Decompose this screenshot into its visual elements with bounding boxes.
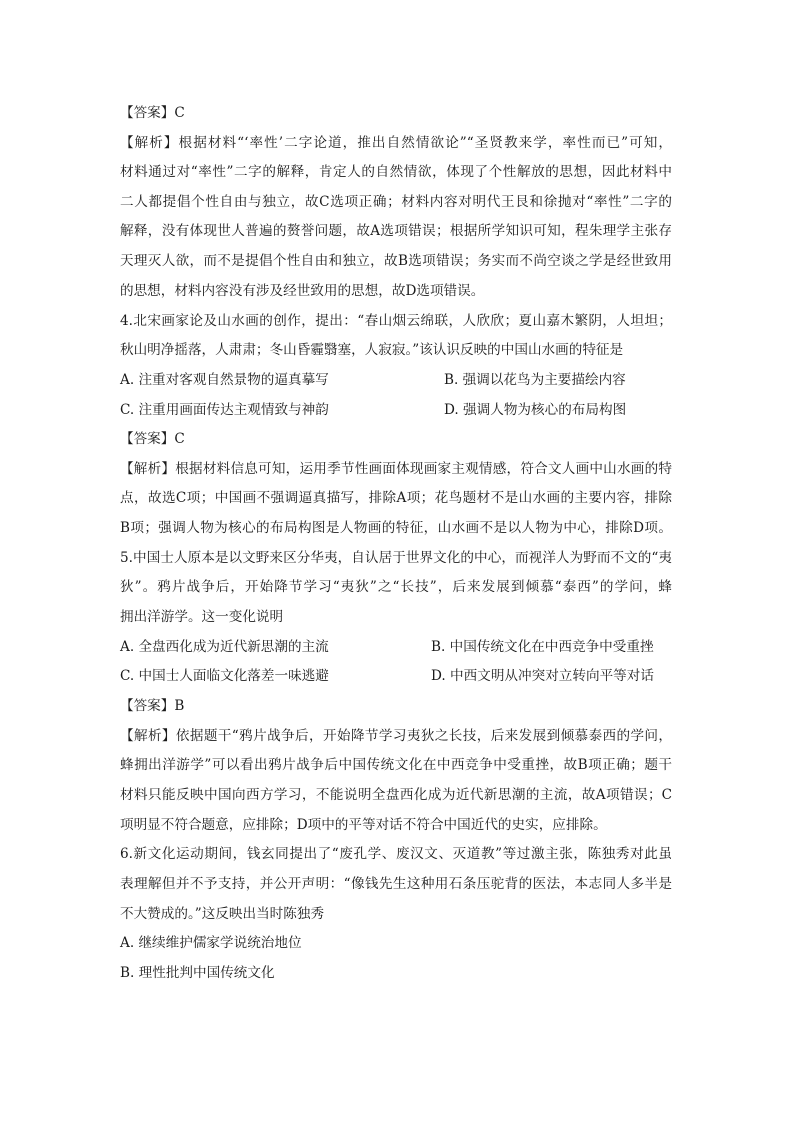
- q3-analysis-line: 二人都提倡个性自由与独立，故C选项正确；材料内容对明代王艮和徐抛对“率性”二字的: [120, 194, 672, 210]
- q6-stem-line: 不大赞成的。”这反映出当时陈独秀: [120, 906, 325, 922]
- q4-option-b: B. 强调以花鸟为主要描绘内容: [444, 372, 626, 388]
- q5-analysis-line: 材料只能反映中国向西方学习，不能说明全盘西化成为近代新思潮的主流，故A项错误；C: [120, 787, 672, 803]
- q6-stem-line: 表理解但并不予支持，并公开声明：“像钱先生这种用石条压驼背的医法，本志同人多半是: [120, 876, 672, 892]
- q5-stem-line: 5.中国士人原本是以文野来区分华夷，自认居于世界文化的中心，而视洋人为野而不文的“夷: [120, 550, 672, 566]
- q6-option-a: A. 继续维护儒家学说统治地位: [120, 935, 302, 951]
- q5-option-b: B. 中国传统文化在中西竞争中受重挫: [431, 639, 654, 655]
- q3-answer: 【答案】C: [120, 105, 185, 121]
- q4-analysis-line: B项；强调人物为核心的布局构图是人物画的特征，山水画不是以人物为中心，排除D项。: [120, 520, 672, 536]
- q6-option-b: B. 理性批判中国传统文化: [120, 965, 275, 981]
- q4-stem-line: 秋山明净摇落，人肃肃；冬山昏霾翳塞，人寂寂。”该认识反映的中国山水画的特征是: [120, 342, 624, 358]
- q4-option-d: D. 强调人物为核心的布局构图: [444, 402, 627, 418]
- q6-stem-line: 6.新文化运动期间，钱玄同提出了“废孔学、废汉文、灭道教”等过激主张，陈独秀对此虽: [120, 846, 672, 862]
- q4-analysis-line: 【解析】根据材料信息可知，运用季节性画面体现画家主观情感，符合文人画中山水画的特: [120, 461, 672, 477]
- q5-analysis-line: 蜂拥出洋游学”可以看出鸦片战争后中国传统文化在中西竞争中受重挫，故B项正确；题干: [120, 757, 672, 773]
- q5-option-c: C. 中国士人面临文化落差一味逃避: [120, 668, 329, 684]
- q5-stem-line: 狄”。鸦片战争后，开始降节学习“夷狄”之“长技”，后来发展到倾慕“泰西”的学问，蜂: [120, 579, 672, 595]
- q3-analysis-line: 解释，没有体现世人普遍的赘誉问题，故A选项错误；根据所学知识可知，程朱理学主张存: [120, 223, 672, 239]
- q4-option-a: A. 注重对客观自然景物的逼真摹写: [120, 372, 329, 388]
- q5-option-a: A. 全盘西化成为近代新思潮的主流: [120, 639, 329, 655]
- q4-analysis-line: 点，故选C项；中国画不强调逼真描写，排除A项；花鸟题材不是山水画的主要内容，排除: [120, 490, 672, 506]
- q4-option-c: C. 注重用画面传达主观情致与神韵: [120, 402, 329, 418]
- q3-analysis-line: 天理灭人欲，而不是提倡个性自由和独立，故B选项错误；务实而不尚空谈之学是经世致用: [120, 253, 672, 269]
- q3-analysis-line: 的思想，材料内容没有涉及经世致用的思想，故D选项错误。: [120, 283, 485, 299]
- q5-analysis-line: 项明显不符合题意，应排除；D项中的平等对话不符合中国近代的史实，应排除。: [120, 817, 607, 833]
- q5-analysis-line: 【解析】依据题干“鸦片战争后，开始降节学习夷狄之长技，后来发展到倾慕泰西的学问，: [120, 728, 672, 744]
- q5-stem-line: 拥出洋游学。这一变化说明: [120, 609, 284, 625]
- q5-option-d: D. 中西文明从冲突对立转向平等对话: [431, 668, 654, 684]
- q4-answer: 【答案】C: [120, 431, 185, 447]
- q3-analysis-line: 【解析】根据材料“‘率性’二字论道，推出自然情欲论”“圣贤教来学，率性而已”可知，: [120, 135, 672, 151]
- q4-stem-line: 4.北宋画家论及山水画的创作，提出：“春山烟云绵联，人欣欣；夏山嘉木繁阴，人坦坦；: [120, 313, 672, 329]
- q5-answer: 【答案】B: [120, 698, 185, 714]
- q3-analysis-line: 材料通过对“率性”二字的解释，肯定人的自然情欲，体现了个性解放的思想，因此材料中: [120, 164, 672, 180]
